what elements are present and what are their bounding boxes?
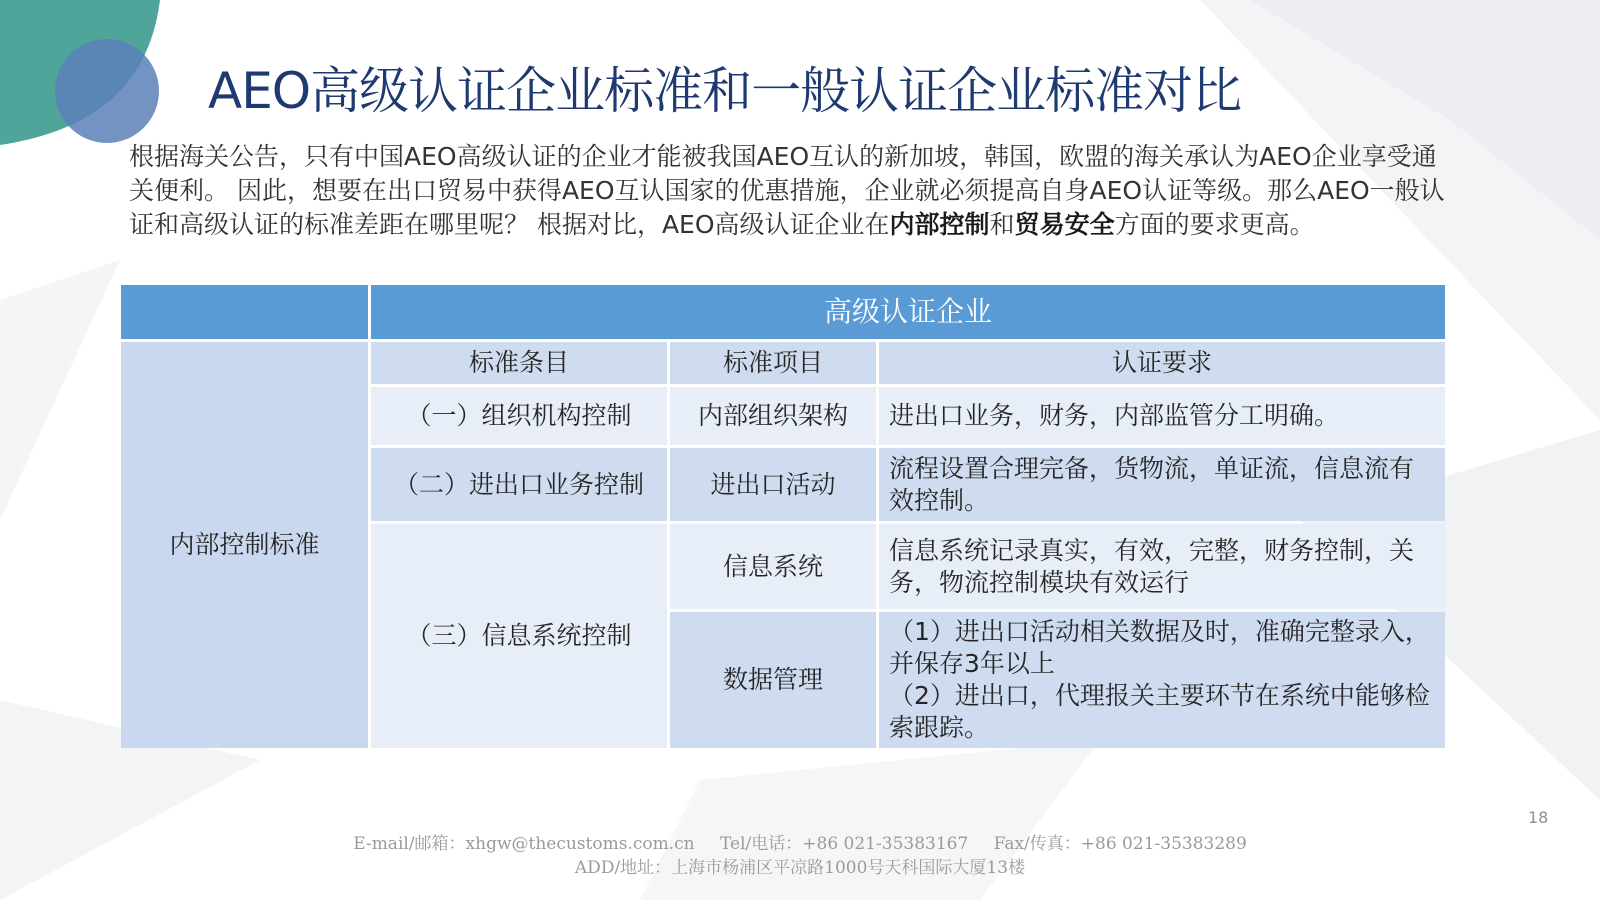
intro-text-3: 方面的要求更高。 xyxy=(1114,210,1315,239)
table-cell-project: 信息系统 xyxy=(670,524,876,609)
table-cell-item: （一）组织机构控制 xyxy=(371,387,667,445)
comparison-table xyxy=(118,282,1448,751)
table-cell-requirement: 流程设置合理完备，货物流，单证流，信息流有效控制。 xyxy=(879,448,1445,521)
intro-paragraph xyxy=(129,140,1449,242)
table-cell-project: 内部组织架构 xyxy=(670,387,876,445)
table-cell-item: （二）进出口业务控制 xyxy=(371,448,667,521)
intro-bold-trade-security: 贸易安全 xyxy=(1014,210,1115,239)
footer-contact-line xyxy=(0,832,1600,856)
footer-email: E-mail/邮箱：xhgw@thecustoms.com.cn xyxy=(353,834,695,854)
slide-title: AEO高级认证企业标准和一般认证企业标准对比 xyxy=(208,62,1242,120)
column-header-item: 标准条目 xyxy=(371,342,667,384)
requirement-line: （1）进出口活动相关数据及时，准确完整录入，并保存3年以上 xyxy=(889,617,1430,678)
row-label-internal-control: 内部控制标准 xyxy=(121,342,368,748)
column-header-requirement: 认证要求 xyxy=(879,342,1445,384)
footer-fax: Fax/传真：+86 021-35383289 xyxy=(993,834,1247,854)
intro-text-1: 根据海关公告，只有中国AEO高级认证的企业才能被我国AEO互认的新加坡，韩国，欧盟的海关承认为AEO企业享受通关便利。 因此，想要在出口贸易中获得AEO互认国家的优惠措施，企业就必须提高自身AEO认证等级。那么AEO一般认证和高级认证的标准差距在哪里呢？ 根据对比，AEO高级认证企业在 xyxy=(129,142,1445,239)
footer-address: ADD/地址：上海市杨浦区平凉路1000号天科国际大厦13楼 xyxy=(574,858,1026,878)
table-cell-requirement xyxy=(879,612,1445,748)
table-cell-project: 进出口活动 xyxy=(670,448,876,521)
column-header-project: 标准项目 xyxy=(670,342,876,384)
table-cell-requirement: 信息系统记录真实，有效，完整，财务控制，关务，物流控制模块有效运行 xyxy=(879,524,1445,609)
header-blank-cell xyxy=(121,285,368,339)
page-number: 18 xyxy=(1528,808,1549,827)
blue-circle-accent xyxy=(55,39,159,143)
footer-contact xyxy=(0,832,1600,880)
table-cell-requirement: 进出口业务，财务，内部监管分工明确。 xyxy=(879,387,1445,445)
intro-text-2: 和 xyxy=(989,210,1015,239)
group-header: 高级认证企业 xyxy=(371,285,1445,339)
table-cell-item: （三）信息系统控制 xyxy=(371,524,667,748)
requirement-line: （2）进出口，代理报关主要环节在系统中能够检索跟踪。 xyxy=(889,681,1430,742)
table-cell-project: 数据管理 xyxy=(670,612,876,748)
intro-bold-internal-control: 内部控制 xyxy=(889,210,990,239)
footer-tel: Tel/电话：+86 021-35383167 xyxy=(720,834,969,854)
